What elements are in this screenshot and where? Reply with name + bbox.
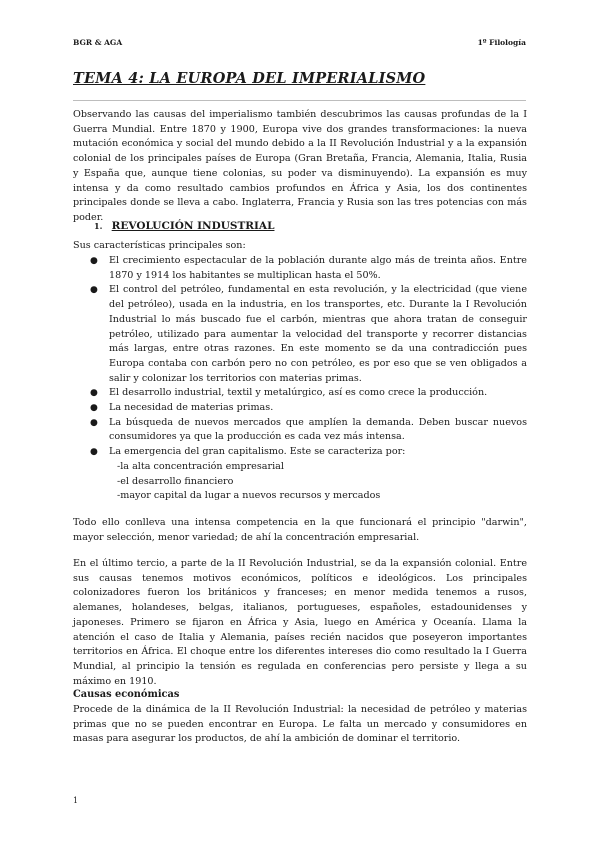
bullet-icon: ● [90, 447, 98, 458]
section-title: REVOLUCIÓN INDUSTRIAL [111, 220, 275, 232]
colonial-paragraph: En el último tercio, a parte de la II Revolución Industrial, se da la expansión colonial. Entre sus causas tenemos motivos económicos, políticos e ideológicos. Los principales colonizadores fueron los británicos y franceses; en menor medida tenemos a rusos, alemanes, holandeses, belgas, italianos, portugueses, españoles, estadounidenses y japoneses. Primero se fijaron en África y Asia, luego en América y Oceanía. Llama la atención el caso de Italia y Alemania, países recién nacidos que poseyeron importantes territorios en África. El choque entre los diferentes intereses dio como resultado la I Guerra Mundial, al principio la tensión es regulada en conferencias pero persiste y llega a su máximo en 1910. [73, 558, 527, 687]
characteristics-list [73, 254, 527, 504]
darwin-paragraph: Todo ello conlleva una intensa competencia en la que funcionará el principio "darwin", mayor selección, menor variedad; de ahí la concentración empresarial. [73, 517, 527, 543]
list-item [73, 445, 527, 504]
list-item-text: El crecimiento espectacular de la población durante algo más de treinta años. Entre 1870 y 1914 los habitantes se multiplican hasta el 50%. [109, 255, 527, 281]
causas-heading: Causas económicas [73, 689, 180, 700]
list-item [73, 416, 527, 445]
list-item [73, 386, 527, 401]
intro-paragraph: Observando las causas del imperialismo también descubrimos las causas profundas de la I Guerra Mundial. Entre 1870 y 1900, Europa vive dos grandes transformaciones: la nueva mutación económica y social del mundo debido a la II Revolución Industrial y a la expansión colonial de los principales países de Europa (Gran Bretaña, Francia, Alemania, Italia, Rusia y España que, aunque tiene colonias, su poder va disminuyendo). La expansión es muy intensa y da como resultado cambios profundos en África y Asia, los dos continentes principales donde se lleva a cabo. Inglaterra, Francia y Rusia son las tres potencias con más poder. [73, 109, 527, 223]
list-item-text: La necesidad de materias primas. [109, 402, 274, 414]
sub-item: -el desarrollo financiero [117, 475, 234, 487]
section-number: 1. [94, 221, 103, 231]
list-item-text: El desarrollo industrial, textil y metalúrgico, así es como crece la producción. [109, 387, 488, 399]
sub-item: -mayor capital da lugar a nuevos recursos y mercados [117, 490, 381, 502]
bullet-icon: ● [90, 256, 98, 266]
list-item [73, 254, 527, 283]
bullet-icon: ● [90, 388, 98, 399]
list-item-text: La búsqueda de nuevos mercados que amplíen la demanda. Deben buscar nuevos consumidores ya que la producción es cada vez más intensa. [109, 416, 527, 443]
bullet-icon: ● [90, 285, 98, 296]
page-title: TEMA 4: LA EUROPA DEL IMPERIALISMO [73, 70, 426, 87]
list-item [73, 401, 527, 416]
header-right: 1º Filología [477, 38, 526, 47]
bullet-icon: ● [90, 403, 98, 414]
causas-paragraph: Procede de la dinámica de la II Revolución Industrial: la necesidad de petróleo y materias primas que no se pueden encontrar en Europa. Le falta un mercado y consumidores en masas para asegurar los productos, de ahí la ambición de dominar el territorio. [73, 704, 527, 745]
page-number: 1 [73, 796, 79, 805]
list-item-text: El control del petróleo, fundamental en esta revolución, y la electricidad (que viene del petróleo), usada en la industria, en los transportes, etc. Durante la I Revolución Industrial lo más buscado fue el carbón, mientras que ahora tratan de conseguir petróleo, utilizado para aumentar la velocidad del transporte y recorrer distancias más largas, entre otras razones. En este momento se da una contradicción pues Europa contaba con carbón pero no con petróleo, es por eso que se ven obligados a salir y colonizar los territorios con materias primas. [109, 284, 527, 384]
header-left: BGR & AGA [73, 38, 123, 47]
bullet-icon: ● [90, 417, 98, 428]
sub-item: -la alta concentración empresarial [117, 460, 284, 472]
list-item [73, 283, 527, 386]
section-intro: Sus características principales son: [73, 240, 246, 251]
list-item-text: La emergencia del gran capitalismo. Este se caracteriza por: [109, 446, 406, 458]
title-divider [73, 100, 526, 101]
section-heading [94, 220, 274, 232]
